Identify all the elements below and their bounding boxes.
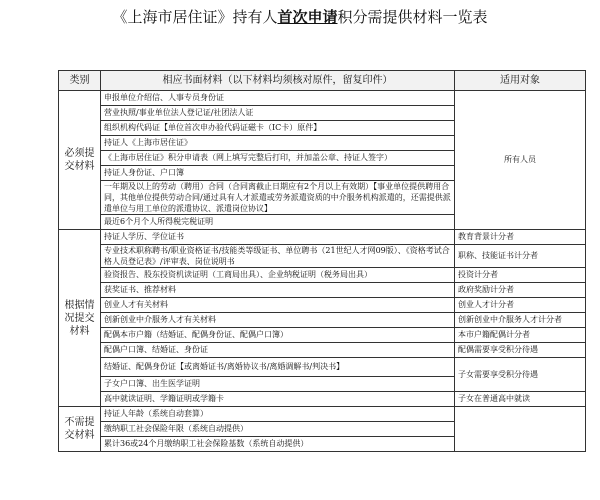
header-audience: 适用对象	[455, 71, 586, 91]
material-cell: 验资报告、股东投资机读证明（工商局出具）、企业纳税证明（税务局出具）	[101, 268, 455, 283]
table-row	[59, 358, 586, 377]
audience-cell: 创业人才计分者	[455, 298, 586, 313]
audience-cell: 子女在普通高中就读	[455, 392, 586, 407]
material-cell: 持证人身份证、户口簿	[101, 166, 455, 181]
audience-cell: 职称、技能证书计分者	[455, 245, 586, 268]
audience-empty	[455, 407, 586, 452]
material-cell: 专业技术职称聘书/职业资格证书/技能类等级证书、单位聘书（21世纪人才网09版）、《资格考试合格人员登记表》/评审表、岗位说明书	[101, 245, 455, 268]
material-cell: 持证人年龄（系统自动套算）	[101, 407, 455, 422]
material-cell: 持证人学历、学位证书	[101, 230, 455, 245]
material-cell: 缴纳职工社会保险年限（系统自动提供）	[101, 422, 455, 437]
audience-cell: 配偶需要享受积分待遇	[455, 343, 586, 358]
title-suffix: 积分需提供材料一览表	[337, 8, 488, 26]
audience-cell: 教育背景计分者	[455, 230, 586, 245]
table-row	[59, 328, 586, 343]
table-row	[59, 343, 586, 358]
table-row	[59, 230, 586, 245]
material-cell: 创业人才有关材料	[101, 298, 455, 313]
audience-cell: 投资计分者	[455, 268, 586, 283]
audience-cell: 政府奖励计分者	[455, 283, 586, 298]
title-emphasis: 首次申请	[277, 8, 338, 26]
table-row	[59, 283, 586, 298]
table-row	[59, 268, 586, 283]
audience-cell: 本市户籍配偶计分者	[455, 328, 586, 343]
material-cell: 子女户口簿、出生医学证明	[101, 377, 455, 392]
audience-cell: 创新创业中介服务人才计分者	[455, 313, 586, 328]
table-row	[59, 313, 586, 328]
material-cell: 高中就读证明、学籍证明或学籍卡	[101, 392, 455, 407]
materials-table	[58, 70, 586, 452]
material-cell: 《上海市居住证》积分申请表（网上填写完整后打印，并加盖公章、持证人签字）	[101, 151, 455, 166]
header-materials: 相应书面材料（以下材料均须核对原件，留复印件）	[101, 71, 455, 91]
category-conditional: 根据情况提交材料	[59, 230, 101, 407]
table-header-row	[59, 71, 586, 91]
material-cell: 一年期及以上的劳动（聘用）合同（合同离截止日期应有2个月以上有效期）【事业单位提供聘用合同，其他单位提供劳动合同/通过具有人才派遣或劳务派遣资质的中介服务机构派遣的，还需提供派遣单位与用工单位的派遣协议、派遣岗位协议】	[101, 181, 455, 215]
material-cell: 累计36或24个月缴纳职工社会保险基数（系统自动提供）	[101, 437, 455, 452]
table-row	[59, 392, 586, 407]
material-cell: 营业执照/事业单位法人登记证/社团法人证	[101, 106, 455, 121]
category-not-required: 不需提交材料	[59, 407, 101, 452]
material-cell: 持证人《上海市居住证》	[101, 136, 455, 151]
table-row	[59, 91, 586, 106]
material-cell: 创新创业中介服务人才有关材料	[101, 313, 455, 328]
material-cell: 结婚证、配偶身份证【或离婚证书/离婚协议书/离婚调解书/判决书】	[101, 358, 455, 377]
page-title: 《上海市居住证》持有人首次申请积分需提供材料一览表	[112, 8, 488, 26]
material-cell: 申报单位介绍信、人事专员身份证	[101, 91, 455, 106]
material-cell: 最近6个月个人所得税完税证明	[101, 215, 455, 230]
material-cell: 组织机构代码证【单位首次申办验代码证磁卡（IC卡）原件】	[101, 121, 455, 136]
table-row	[59, 245, 586, 268]
material-cell: 配偶本市户籍（结婚证、配偶身份证、配偶户口簿）	[101, 328, 455, 343]
material-cell: 获奖证书、推荐材料	[101, 283, 455, 298]
header-category: 类别	[59, 71, 101, 91]
material-cell: 配偶户口簿、结婚证、身份证	[101, 343, 455, 358]
table-row	[59, 298, 586, 313]
audience-all: 所有人员	[455, 91, 586, 230]
table-row	[59, 407, 586, 422]
category-required: 必须提交材料	[59, 91, 101, 230]
audience-cell: 子女需要享受积分待遇	[455, 358, 586, 392]
